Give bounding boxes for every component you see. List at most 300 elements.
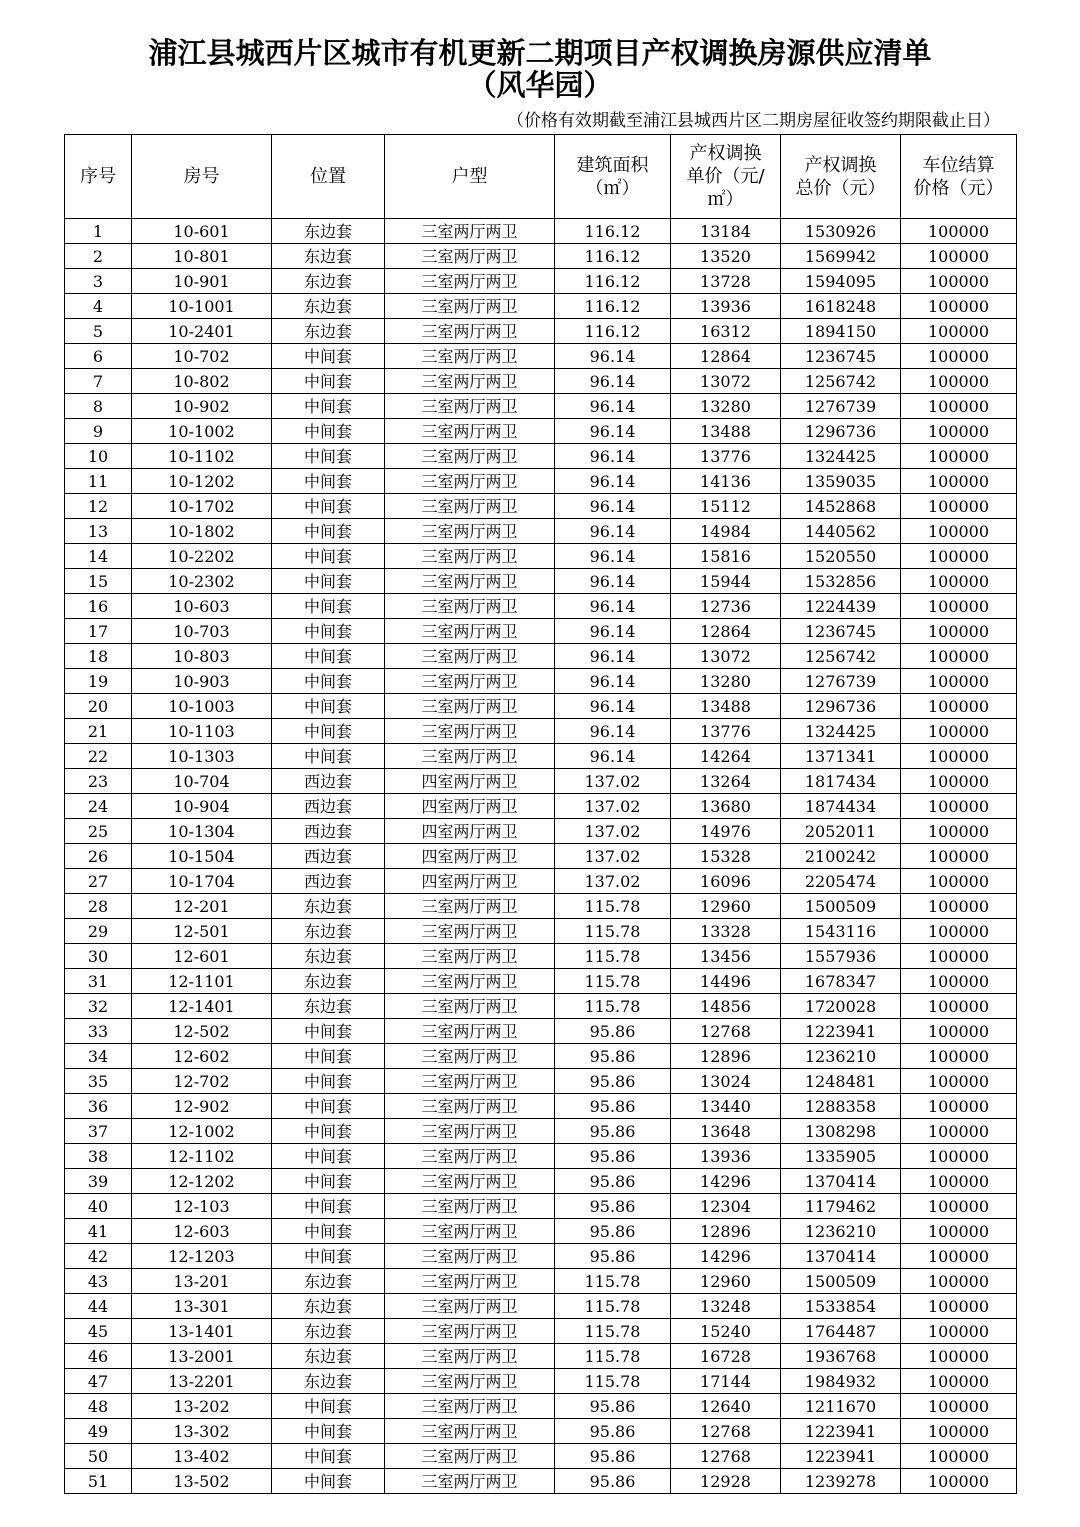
header-line: 房号: [183, 166, 220, 187]
cell-index: 13: [65, 519, 132, 544]
cell-parking-price: 100000: [901, 819, 1017, 844]
cell-layout: 三室两厅两卫: [385, 444, 555, 469]
cell-layout: 三室两厅两卫: [385, 1119, 555, 1144]
cell-room-number: 12-201: [132, 894, 272, 919]
cell-parking-price: 100000: [901, 1369, 1017, 1394]
cell-position: 中间套: [272, 344, 385, 369]
cell-floor-area: 95.86: [555, 1469, 671, 1494]
cell-floor-area: 96.14: [555, 719, 671, 744]
cell-total-price: 1335905: [781, 1144, 901, 1169]
cell-parking-price: 100000: [901, 1319, 1017, 1344]
cell-total-price: 1179462: [781, 1194, 901, 1219]
cell-total-price: 1618248: [781, 294, 901, 319]
cell-total-price: 1296736: [781, 694, 901, 719]
cell-total-price: 2052011: [781, 819, 901, 844]
cell-layout: 三室两厅两卫: [385, 494, 555, 519]
cell-unit-price: 14496: [671, 969, 781, 994]
cell-total-price: 1720028: [781, 994, 901, 1019]
cell-layout: 三室两厅两卫: [385, 594, 555, 619]
table-row: [65, 394, 1017, 419]
cell-floor-area: 115.78: [555, 1294, 671, 1319]
cell-room-number: 10-904: [132, 794, 272, 819]
cell-index: 46: [65, 1344, 132, 1369]
cell-room-number: 12-1101: [132, 969, 272, 994]
table-row: [65, 1219, 1017, 1244]
cell-position: 东边套: [272, 1369, 385, 1394]
table-row: [65, 1194, 1017, 1219]
cell-unit-price: 14856: [671, 994, 781, 1019]
cell-index: 26: [65, 844, 132, 869]
cell-index: 4: [65, 294, 132, 319]
table-row: [65, 1419, 1017, 1444]
cell-parking-price: 100000: [901, 269, 1017, 294]
cell-index: 20: [65, 694, 132, 719]
cell-index: 51: [65, 1469, 132, 1494]
cell-index: 41: [65, 1219, 132, 1244]
cell-index: 6: [65, 344, 132, 369]
cell-floor-area: 115.78: [555, 1369, 671, 1394]
cell-parking-price: 100000: [901, 319, 1017, 344]
cell-layout: 三室两厅两卫: [385, 894, 555, 919]
header-room-number: [132, 135, 272, 219]
document-title: 浦江县城西片区城市有机更新二期项目产权调换房源供应清单: [148, 36, 932, 70]
cell-index: 21: [65, 719, 132, 744]
table-row: [65, 1119, 1017, 1144]
cell-room-number: 13-202: [132, 1394, 272, 1419]
table-row: [65, 1319, 1017, 1344]
cell-index: 29: [65, 919, 132, 944]
table-row: [65, 869, 1017, 894]
cell-parking-price: 100000: [901, 219, 1017, 244]
cell-layout: 三室两厅两卫: [385, 544, 555, 569]
cell-position: 东边套: [272, 969, 385, 994]
cell-room-number: 10-903: [132, 669, 272, 694]
cell-index: 1: [65, 219, 132, 244]
cell-unit-price: 13264: [671, 769, 781, 794]
cell-layout: 三室两厅两卫: [385, 569, 555, 594]
cell-total-price: 1224439: [781, 594, 901, 619]
cell-parking-price: 100000: [901, 1269, 1017, 1294]
cell-layout: 三室两厅两卫: [385, 1444, 555, 1469]
cell-floor-area: 95.86: [555, 1144, 671, 1169]
cell-room-number: 10-802: [132, 369, 272, 394]
cell-parking-price: 100000: [901, 794, 1017, 819]
cell-index: 8: [65, 394, 132, 419]
cell-layout: 三室两厅两卫: [385, 1219, 555, 1244]
cell-floor-area: 96.14: [555, 544, 671, 569]
table-row: [65, 1294, 1017, 1319]
cell-position: 中间套: [272, 1469, 385, 1494]
cell-parking-price: 100000: [901, 1019, 1017, 1044]
cell-parking-price: 100000: [901, 494, 1017, 519]
cell-parking-price: 100000: [901, 1444, 1017, 1469]
cell-room-number: 10-2202: [132, 544, 272, 569]
header-line: 产权调换: [689, 143, 762, 164]
table-row: [65, 269, 1017, 294]
cell-unit-price: 12896: [671, 1044, 781, 1069]
cell-layout: 四室两厅两卫: [385, 794, 555, 819]
cell-total-price: 1276739: [781, 394, 901, 419]
cell-floor-area: 115.78: [555, 1344, 671, 1369]
table-row: [65, 519, 1017, 544]
cell-total-price: 1236210: [781, 1044, 901, 1069]
cell-layout: 三室两厅两卫: [385, 1369, 555, 1394]
cell-floor-area: 96.14: [555, 694, 671, 719]
cell-floor-area: 95.86: [555, 1094, 671, 1119]
cell-total-price: 1452868: [781, 494, 901, 519]
cell-parking-price: 100000: [901, 394, 1017, 419]
cell-position: 中间套: [272, 444, 385, 469]
cell-index: 2: [65, 244, 132, 269]
cell-index: 37: [65, 1119, 132, 1144]
cell-floor-area: 115.78: [555, 994, 671, 1019]
cell-room-number: 10-601: [132, 219, 272, 244]
cell-room-number: 12-501: [132, 919, 272, 944]
table-body: [65, 219, 1017, 1494]
cell-floor-area: 137.02: [555, 794, 671, 819]
table-row: [65, 1344, 1017, 1369]
cell-layout: 三室两厅两卫: [385, 644, 555, 669]
cell-parking-price: 100000: [901, 294, 1017, 319]
cell-total-price: 1874434: [781, 794, 901, 819]
cell-index: 39: [65, 1169, 132, 1194]
table-row: [65, 294, 1017, 319]
cell-index: 3: [65, 269, 132, 294]
cell-total-price: 1359035: [781, 469, 901, 494]
cell-position: 中间套: [272, 669, 385, 694]
price-validity-note: （价格有效期截至浦江县城西片区二期房屋征收签约期限截止日）: [507, 111, 1000, 131]
cell-floor-area: 96.14: [555, 744, 671, 769]
cell-layout: 三室两厅两卫: [385, 1194, 555, 1219]
cell-room-number: 10-1103: [132, 719, 272, 744]
cell-position: 中间套: [272, 1194, 385, 1219]
cell-floor-area: 96.14: [555, 619, 671, 644]
header-position: [272, 135, 385, 219]
cell-parking-price: 100000: [901, 869, 1017, 894]
cell-total-price: 1324425: [781, 719, 901, 744]
table-row: [65, 344, 1017, 369]
cell-parking-price: 100000: [901, 569, 1017, 594]
header-line: 单价（元/: [686, 166, 765, 187]
cell-position: 中间套: [272, 419, 385, 444]
cell-unit-price: 12928: [671, 1469, 781, 1494]
cell-floor-area: 116.12: [555, 269, 671, 294]
cell-position: 中间套: [272, 1119, 385, 1144]
header-line: 产权调换: [804, 154, 877, 176]
cell-parking-price: 100000: [901, 544, 1017, 569]
cell-room-number: 10-1002: [132, 419, 272, 444]
cell-index: 50: [65, 1444, 132, 1469]
cell-unit-price: 13184: [671, 219, 781, 244]
cell-layout: 三室两厅两卫: [385, 719, 555, 744]
cell-position: 中间套: [272, 1069, 385, 1094]
cell-total-price: 1530926: [781, 219, 901, 244]
cell-total-price: 1239278: [781, 1469, 901, 1494]
cell-floor-area: 95.86: [555, 1419, 671, 1444]
cell-unit-price: 15328: [671, 844, 781, 869]
cell-layout: 三室两厅两卫: [385, 1019, 555, 1044]
cell-room-number: 12-602: [132, 1044, 272, 1069]
cell-parking-price: 100000: [901, 244, 1017, 269]
cell-layout: 三室两厅两卫: [385, 969, 555, 994]
table-row: [65, 819, 1017, 844]
cell-unit-price: 14976: [671, 819, 781, 844]
cell-unit-price: 13280: [671, 669, 781, 694]
cell-parking-price: 100000: [901, 1419, 1017, 1444]
cell-unit-price: 12736: [671, 594, 781, 619]
table-row: [65, 744, 1017, 769]
cell-position: 中间套: [272, 1144, 385, 1169]
cell-floor-area: 115.78: [555, 1319, 671, 1344]
table-row: [65, 219, 1017, 244]
cell-total-price: 1569942: [781, 244, 901, 269]
cell-layout: 四室两厅两卫: [385, 844, 555, 869]
table-row: [65, 919, 1017, 944]
cell-parking-price: 100000: [901, 719, 1017, 744]
cell-index: 43: [65, 1269, 132, 1294]
cell-unit-price: 13072: [671, 644, 781, 669]
cell-layout: 三室两厅两卫: [385, 519, 555, 544]
cell-parking-price: 100000: [901, 769, 1017, 794]
cell-total-price: 1678347: [781, 969, 901, 994]
header-line: 建筑面积: [576, 154, 649, 176]
cell-layout: 三室两厅两卫: [385, 669, 555, 694]
cell-parking-price: 100000: [901, 1119, 1017, 1144]
cell-floor-area: 96.14: [555, 394, 671, 419]
cell-index: 24: [65, 794, 132, 819]
cell-position: 中间套: [272, 1419, 385, 1444]
cell-parking-price: 100000: [901, 969, 1017, 994]
cell-index: 14: [65, 544, 132, 569]
cell-unit-price: 12640: [671, 1394, 781, 1419]
cell-position: 东边套: [272, 294, 385, 319]
table-row: [65, 419, 1017, 444]
header-parking-price: [901, 135, 1017, 219]
cell-index: 23: [65, 769, 132, 794]
cell-total-price: 1936768: [781, 1344, 901, 1369]
cell-floor-area: 96.14: [555, 344, 671, 369]
cell-room-number: 13-402: [132, 1444, 272, 1469]
cell-layout: 三室两厅两卫: [385, 269, 555, 294]
cell-room-number: 10-1304: [132, 819, 272, 844]
table-row: [65, 569, 1017, 594]
cell-floor-area: 96.14: [555, 369, 671, 394]
table-row: [65, 319, 1017, 344]
cell-parking-price: 100000: [901, 594, 1017, 619]
cell-layout: 三室两厅两卫: [385, 394, 555, 419]
cell-index: 17: [65, 619, 132, 644]
cell-floor-area: 116.12: [555, 294, 671, 319]
cell-index: 40: [65, 1194, 132, 1219]
cell-total-price: 1764487: [781, 1319, 901, 1344]
header-line: 位置: [310, 166, 346, 187]
cell-floor-area: 96.14: [555, 569, 671, 594]
cell-floor-area: 95.86: [555, 1019, 671, 1044]
cell-parking-price: 100000: [901, 744, 1017, 769]
cell-total-price: 1223941: [781, 1419, 901, 1444]
cell-unit-price: 13280: [671, 394, 781, 419]
cell-unit-price: 13024: [671, 1069, 781, 1094]
cell-position: 西边套: [272, 769, 385, 794]
header-line: 价格（元）: [913, 177, 1004, 199]
cell-total-price: 1256742: [781, 644, 901, 669]
header-unit-price: [671, 135, 781, 219]
cell-floor-area: 96.14: [555, 494, 671, 519]
cell-layout: 三室两厅两卫: [385, 469, 555, 494]
cell-layout: 三室两厅两卫: [385, 419, 555, 444]
cell-total-price: 2205474: [781, 869, 901, 894]
cell-total-price: 1500509: [781, 1269, 901, 1294]
cell-unit-price: 12864: [671, 344, 781, 369]
cell-layout: 三室两厅两卫: [385, 1244, 555, 1269]
cell-position: 中间套: [272, 1444, 385, 1469]
cell-floor-area: 95.86: [555, 1394, 671, 1419]
cell-parking-price: 100000: [901, 1344, 1017, 1369]
cell-floor-area: 95.86: [555, 1169, 671, 1194]
cell-floor-area: 116.12: [555, 319, 671, 344]
cell-layout: 三室两厅两卫: [385, 994, 555, 1019]
cell-position: 中间套: [272, 1394, 385, 1419]
cell-floor-area: 95.86: [555, 1244, 671, 1269]
cell-parking-price: 100000: [901, 944, 1017, 969]
cell-room-number: 12-702: [132, 1069, 272, 1094]
cell-total-price: 1236210: [781, 1219, 901, 1244]
cell-room-number: 10-702: [132, 344, 272, 369]
cell-parking-price: 100000: [901, 1394, 1017, 1419]
cell-position: 东边套: [272, 244, 385, 269]
cell-floor-area: 96.14: [555, 644, 671, 669]
cell-unit-price: 13728: [671, 269, 781, 294]
cell-parking-price: 100000: [901, 369, 1017, 394]
cell-unit-price: 13072: [671, 369, 781, 394]
cell-floor-area: 96.14: [555, 594, 671, 619]
cell-layout: 三室两厅两卫: [385, 369, 555, 394]
cell-position: 西边套: [272, 819, 385, 844]
cell-room-number: 12-902: [132, 1094, 272, 1119]
cell-floor-area: 95.86: [555, 1444, 671, 1469]
cell-position: 东边套: [272, 1344, 385, 1369]
cell-position: 中间套: [272, 494, 385, 519]
cell-total-price: 1276739: [781, 669, 901, 694]
cell-floor-area: 95.86: [555, 1219, 671, 1244]
header-total-price: [781, 135, 901, 219]
cell-room-number: 10-1102: [132, 444, 272, 469]
cell-layout: 三室两厅两卫: [385, 1044, 555, 1069]
cell-index: 15: [65, 569, 132, 594]
cell-position: 东边套: [272, 1269, 385, 1294]
cell-unit-price: 15816: [671, 544, 781, 569]
cell-room-number: 10-703: [132, 619, 272, 644]
cell-index: 27: [65, 869, 132, 894]
cell-floor-area: 115.78: [555, 1269, 671, 1294]
cell-floor-area: 96.14: [555, 519, 671, 544]
cell-layout: 三室两厅两卫: [385, 1469, 555, 1494]
cell-room-number: 13-201: [132, 1269, 272, 1294]
cell-position: 东边套: [272, 994, 385, 1019]
cell-position: 中间套: [272, 619, 385, 644]
header-line: 序号: [80, 166, 116, 187]
cell-total-price: 1211670: [781, 1394, 901, 1419]
cell-position: 中间套: [272, 469, 385, 494]
cell-total-price: 2100242: [781, 844, 901, 869]
cell-index: 33: [65, 1019, 132, 1044]
cell-room-number: 13-301: [132, 1294, 272, 1319]
cell-position: 中间套: [272, 694, 385, 719]
cell-unit-price: 13248: [671, 1294, 781, 1319]
cell-total-price: 1894150: [781, 319, 901, 344]
cell-unit-price: 13456: [671, 944, 781, 969]
cell-floor-area: 96.14: [555, 669, 671, 694]
cell-layout: 四室两厅两卫: [385, 769, 555, 794]
cell-index: 31: [65, 969, 132, 994]
cell-unit-price: 13328: [671, 919, 781, 944]
cell-room-number: 10-603: [132, 594, 272, 619]
header-floor-area: [555, 135, 671, 219]
table-row: [65, 444, 1017, 469]
table-row: [65, 369, 1017, 394]
cell-floor-area: 116.12: [555, 219, 671, 244]
cell-unit-price: 12864: [671, 619, 781, 644]
cell-unit-price: 13776: [671, 444, 781, 469]
cell-parking-price: 100000: [901, 344, 1017, 369]
cell-room-number: 10-1303: [132, 744, 272, 769]
header-line: 户型: [451, 166, 488, 187]
cell-unit-price: 14296: [671, 1244, 781, 1269]
cell-parking-price: 100000: [901, 419, 1017, 444]
cell-unit-price: 13776: [671, 719, 781, 744]
cell-position: 中间套: [272, 394, 385, 419]
cell-room-number: 12-1202: [132, 1169, 272, 1194]
cell-position: 中间套: [272, 1094, 385, 1119]
cell-floor-area: 137.02: [555, 819, 671, 844]
table-row: [65, 719, 1017, 744]
cell-floor-area: 115.78: [555, 969, 671, 994]
cell-index: 49: [65, 1419, 132, 1444]
cell-floor-area: 137.02: [555, 769, 671, 794]
cell-parking-price: 100000: [901, 1219, 1017, 1244]
cell-position: 东边套: [272, 944, 385, 969]
cell-room-number: 12-103: [132, 1194, 272, 1219]
cell-unit-price: 12960: [671, 1269, 781, 1294]
cell-unit-price: 16096: [671, 869, 781, 894]
cell-layout: 四室两厅两卫: [385, 819, 555, 844]
cell-floor-area: 96.14: [555, 444, 671, 469]
table-row: [65, 1369, 1017, 1394]
cell-room-number: 10-704: [132, 769, 272, 794]
cell-layout: 三室两厅两卫: [385, 1144, 555, 1169]
cell-room-number: 13-1401: [132, 1319, 272, 1344]
cell-room-number: 10-2302: [132, 569, 272, 594]
cell-layout: 三室两厅两卫: [385, 1344, 555, 1369]
cell-index: 7: [65, 369, 132, 394]
cell-parking-price: 100000: [901, 919, 1017, 944]
cell-parking-price: 100000: [901, 644, 1017, 669]
cell-position: 中间套: [272, 644, 385, 669]
table-row: [65, 694, 1017, 719]
cell-unit-price: 14984: [671, 519, 781, 544]
cell-total-price: 1223941: [781, 1019, 901, 1044]
cell-total-price: 1984932: [781, 1369, 901, 1394]
cell-total-price: 1236745: [781, 619, 901, 644]
cell-total-price: 1533854: [781, 1294, 901, 1319]
cell-room-number: 10-1504: [132, 844, 272, 869]
cell-index: 16: [65, 594, 132, 619]
cell-layout: 三室两厅两卫: [385, 694, 555, 719]
cell-position: 东边套: [272, 319, 385, 344]
cell-parking-price: 100000: [901, 1169, 1017, 1194]
cell-position: 西边套: [272, 844, 385, 869]
cell-room-number: 12-601: [132, 944, 272, 969]
